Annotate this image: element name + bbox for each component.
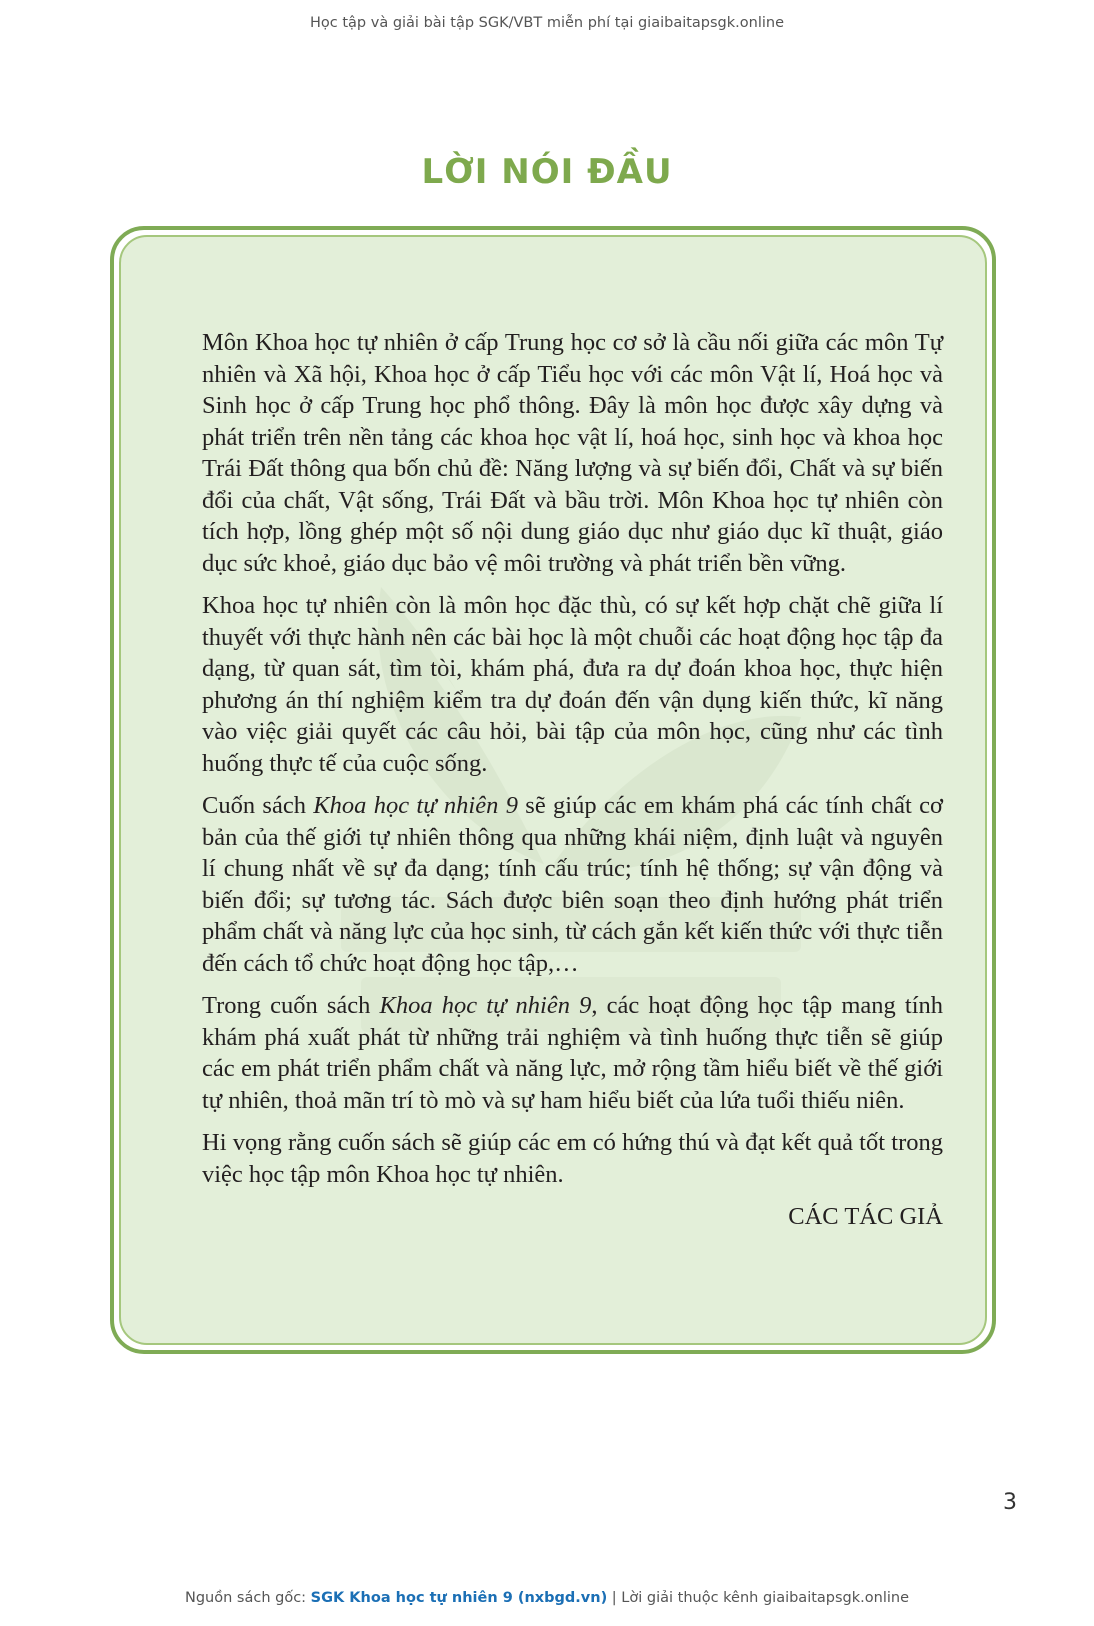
preface-frame — [110, 226, 996, 1354]
paragraph-characteristics: Khoa học tự nhiên còn là môn học đặc thù, có sự kết hợp chặt chẽ giữa lí thuyết với thực hành nên các bài học là một chuỗi các hoạt động học tập đa dạng, từ quan sát, tìm tòi, khám phá, đưa ra dự đoán khoa học, thực hiện phương án thí nghiệm kiểm tra dự đoán đến vận dụng kiến thức, kĩ năng vào việc giải quyết các câu hỏi, bài tập của môn học, cũng như các tình huống thực tế của cuộc sống. — [202, 592, 943, 777]
text-segment: sẽ giúp các em khám phá các tính chất cơ bản của thế giới tự nhiên thông qua những khái niệm, định luật và nguyên lí chung nhất về sự đa dạng; tính cấu trúc; tính hệ thống; sự vận động và biến đổi; sự tương tác. Sách được biên soạn theo định hướng phát triển phẩm chất và năng lực của học sinh, từ cách gắn kết kiến thức với thực tiễn đến cách tổ chức hoạt động học tập,… — [202, 792, 943, 977]
authors-signature: CÁC TÁC GIẢ — [788, 1203, 943, 1230]
paragraph-book-purpose — [202, 790, 943, 979]
page-number: 3 — [1003, 1490, 1017, 1515]
preface-body — [202, 327, 943, 1233]
bottom-credit — [0, 1590, 1094, 1606]
credit-prefix: Nguồn sách gốc: — [185, 1590, 311, 1606]
book-title: Khoa học tự nhiên 9 — [379, 992, 592, 1019]
page-title: LỜI NÓI ĐẦU — [421, 152, 673, 192]
text-segment: Trong cuốn sách — [202, 992, 380, 1019]
paragraph-hope: Hi vọng rằng cuốn sách sẽ giúp các em có hứng thú và đạt kết quả tốt trong việc học tập môn Khoa học tự nhiên. — [202, 1129, 943, 1188]
credit-suffix: | Lời giải thuộc kênh giaibaitapsgk.online — [607, 1590, 909, 1606]
text-segment: , các hoạt động học tập mang tính khám phá xuất phát từ những trải nghiệm và tình huống thực tiễn sẽ giúp các em phát triển phẩm chất và năng lực, mở rộng tầm hiểu biết về thế giới tự nhiên, thoả mãn trí tò mò và sự ham hiểu biết của lứa tuổi thiếu niên. — [202, 992, 943, 1114]
source-link[interactable]: SGK Khoa học tự nhiên 9 (nxbgd.vn) — [310, 1590, 608, 1606]
book-title: Khoa học tự nhiên 9 — [313, 792, 518, 819]
preface-panel — [119, 235, 987, 1345]
paragraph-intro: Môn Khoa học tự nhiên ở cấp Trung học cơ sở là cầu nối giữa các môn Tự nhiên và Xã hội, Khoa học ở cấp Tiểu học với các môn Vật lí, Hoá học và Sinh học ở cấp Trung học phổ thông. Đây là môn học được xây dựng và phát triển trên nền tảng các khoa học vật lí, hoá học, sinh học và khoa học Trái Đất thông qua bốn chủ đề: Năng lượng và sự biến đổi, Chất và sự biến đổi của chất, Vật sống, Trái Đất và bầu trời. Môn Khoa học tự nhiên còn tích hợp, lồng ghép một số nội dung giáo dục như giáo dục kĩ thuật, giáo dục sức khoẻ, giáo dục bảo vệ môi trường và phát triển bền vững. — [202, 329, 943, 577]
paragraph-activities — [202, 990, 943, 1116]
text-segment: Cuốn sách — [202, 792, 314, 819]
top-banner: Học tập và giải bài tập SGK/VBT miễn phí tại giaibaitapsgk.online — [310, 15, 784, 31]
